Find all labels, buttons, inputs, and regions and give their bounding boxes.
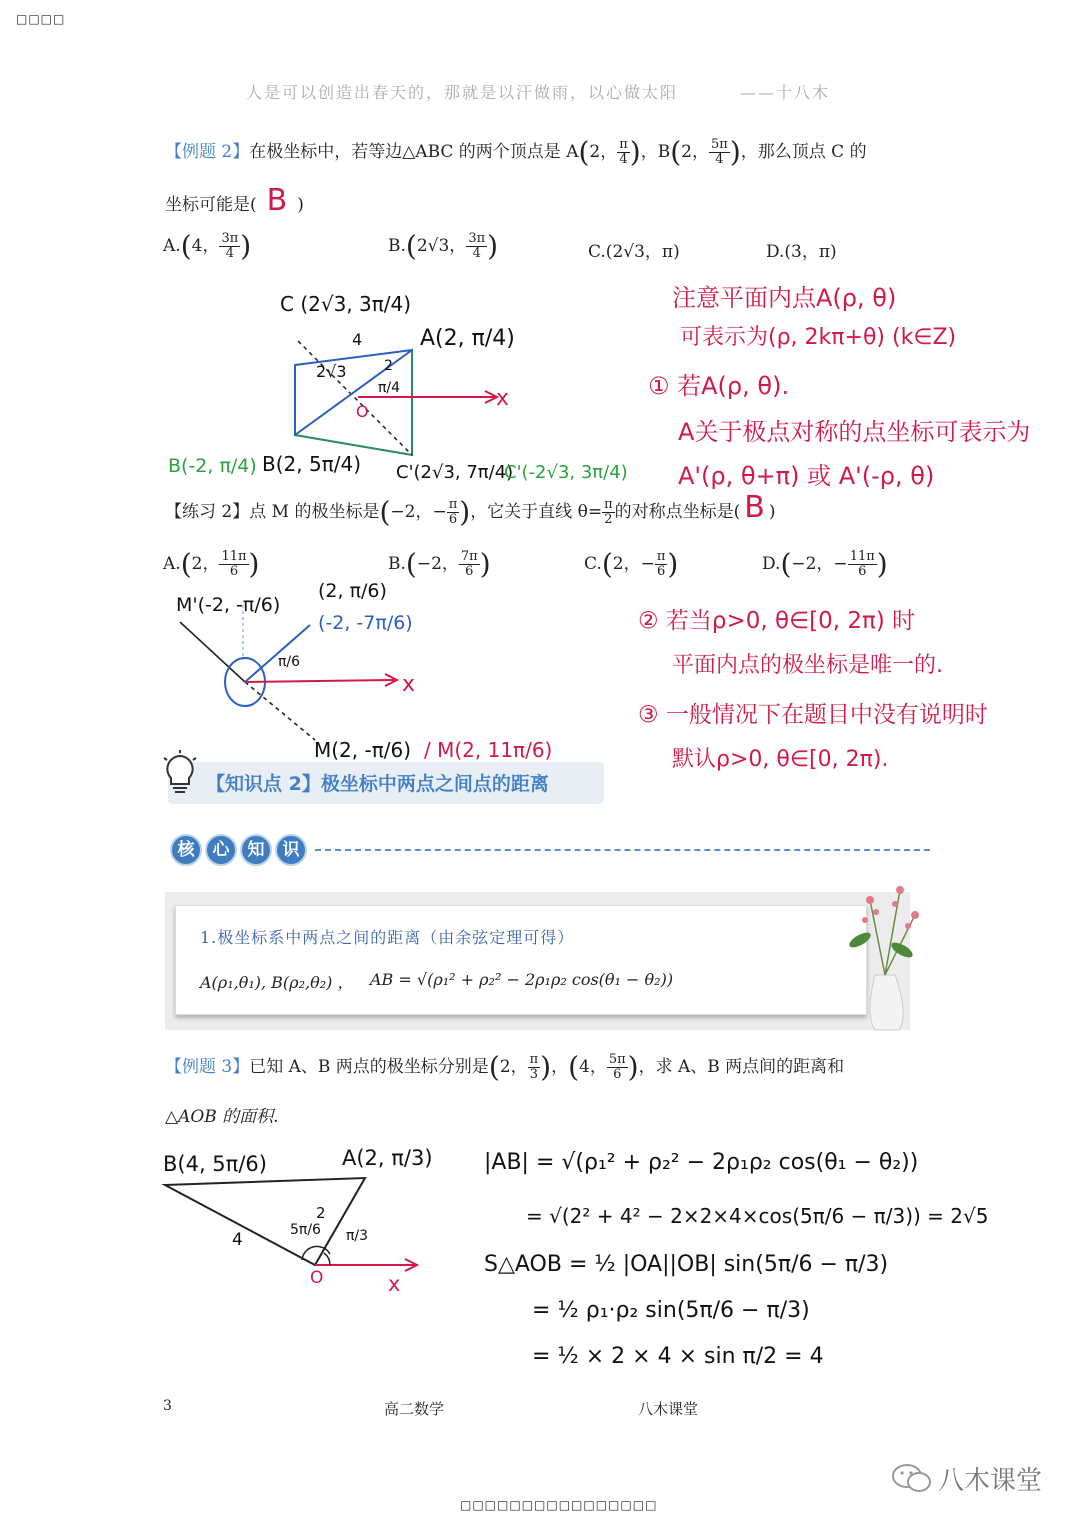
fig2-x-axis-label: x <box>402 672 416 697</box>
fig3-label-a: A(2, π/3) <box>342 1146 433 1170</box>
fig3-angle-2: π/3 <box>346 1228 369 1244</box>
fig1-x-axis-label: x <box>496 386 510 411</box>
footer-brand: 八木课堂 <box>638 1400 699 1418</box>
option-b: B.(2√3， $\frac{3\pi}{4}$ ) <box>388 229 499 263</box>
watermark-text: 八木课堂 <box>938 1466 1043 1496</box>
fig3-label-b: B(4, 5π/6) <box>163 1152 267 1176</box>
fig2-angle: π/6 <box>278 654 301 670</box>
core-badge: 知 <box>240 834 272 866</box>
solution-line1: |AB| = √(ρ₁² + ρ₂² − 2ρ₁ρ₂ cos(θ₁ − θ₂)) <box>484 1150 919 1175</box>
fig3-len-2: 2 <box>316 1204 326 1222</box>
example-3-line2: △AOB 的面积. <box>165 1107 279 1127</box>
page-number: 3 <box>163 1398 172 1414</box>
core-divider <box>315 849 930 851</box>
knowledge-line1: 1.极坐标系中两点之间的距离（由余弦定理可得） <box>200 928 575 947</box>
fig1-origin: O <box>356 402 369 421</box>
fig1-angle: π/4 <box>378 380 401 396</box>
wechat-icon <box>890 1462 934 1494</box>
core-knowledge-badges <box>170 834 310 866</box>
example-2-line2: 坐标可能是( B ) <box>165 183 304 218</box>
knowledge-formula: AB = √(ρ₁² + ρ₂² − 2ρ₁ρ₂ cos(θ₁ − θ₂)) <box>370 970 674 989</box>
practice-option-d: D.(−2，− $\frac{11\pi}{6}$ ) <box>762 547 888 581</box>
fig1-label-a: A(2, π/4) <box>420 326 515 351</box>
note1-line5: A'(ρ, θ+π) 或 A'(-ρ, θ) <box>678 462 935 490</box>
option-c: C.(2√3，π) <box>588 242 680 262</box>
solution-line5: = ½ × 2 × 4 × sin π/2 = 4 <box>532 1344 824 1369</box>
fig1-label-cprime: C'(2√3, 7π/4) <box>396 462 514 483</box>
example-2-stem: 【例题 2】在极坐标中，若等边△ABC 的两个顶点是 A(2， $\frac{\pi}{4}$ )，B(2， $\frac{5\pi}{4}$ )，那么顶点 C 的 <box>165 135 867 169</box>
fig2-label-m-alt: / M(2, 11π/6) <box>424 738 553 762</box>
core-badge: 核 <box>170 834 202 866</box>
solution-line2: = √(2² + 4² − 2×2×4×cos(5π/6 − π/3)) = 2√5 <box>526 1204 989 1228</box>
option-a: A.(4， $\frac{3\pi}{4}$ ) <box>163 229 252 263</box>
note1-line4: A关于极点对称的点坐标可表示为 <box>678 418 1031 446</box>
corner-mark: □□□□ <box>16 12 66 26</box>
example-tag: 【例题 2】 <box>165 142 250 162</box>
note1-line1: 注意平面内点A(ρ, θ) <box>672 284 897 312</box>
fig1-label-b: B(2, 5π/4) <box>262 452 361 476</box>
solution-line4: = ½ ρ₁·ρ₂ sin(5π/6 − π/3) <box>532 1298 810 1323</box>
fig1-label-cprime-green: C'(-2√3, 3π/4) <box>504 462 628 483</box>
fig2-label-mprime: M'(-2, -π/6) <box>176 594 281 616</box>
note1-line3: ① 若A(ρ, θ). <box>648 372 790 400</box>
example-tag: 【例题 3】 <box>165 1057 250 1077</box>
bottom-mark: □□□□□□□□□□□□□□□□ <box>460 1498 658 1512</box>
note2-line1: ② 若当ρ>0, θ∈[0, 2π) 时 <box>638 608 916 634</box>
header-author: ——十八木 <box>740 83 831 102</box>
core-badge: 心 <box>205 834 237 866</box>
fig3-x-axis-label: x <box>388 1272 401 1296</box>
fig2-label-m: M(2, -π/6) <box>314 738 412 762</box>
practice-option-b: B.(−2， $\frac{7\pi}{6}$ ) <box>388 547 491 581</box>
practice-option-c: C.(2，− $\frac{\pi}{6}$ ) <box>584 547 679 581</box>
note2-line4: 默认ρ>0, θ∈[0, 2π). <box>672 747 889 772</box>
fig1-label-c: C (2√3, 3π/4) <box>280 292 412 316</box>
fig1-len-2: 2 <box>384 358 393 374</box>
knowledge-line2a: A(ρ₁,θ₁), B(ρ₂,θ₂) ， <box>200 973 354 992</box>
note2-line3: ③ 一般情况下在题目中没有说明时 <box>638 702 988 728</box>
knowledge-box <box>175 905 867 1015</box>
footer-course: 高二数学 <box>384 1400 445 1418</box>
note1-line2: 可表示为(ρ, 2kπ+θ) (k∈Z) <box>680 325 957 350</box>
flower-vase-image <box>840 880 930 1040</box>
answer-mark: B <box>744 490 765 525</box>
practice-2-stem: 【练习 2】点 M 的极坐标是(−2，− $\frac{\pi}{6}$ )，它关于直线 θ= $\frac{\pi}{2}$ 的对称点坐标是( B ) <box>165 490 776 529</box>
core-badge: 识 <box>275 834 307 866</box>
practice-tag: 【练习 2】 <box>165 502 250 522</box>
fig1-label-b-green: B(-2, π/4) <box>168 455 257 477</box>
solution-line3: S△AOB = ½ |OA||OB| sin(5π/6 − π/3) <box>484 1252 889 1277</box>
knowledge-point-title: 【知识点 2】极坐标中两点之间点的距离 <box>206 773 549 795</box>
fig3-len-4: 4 <box>232 1230 243 1250</box>
example-3-stem: 【例题 3】已知 A、B 两点的极坐标分别是(2， $\frac{\pi}{3}$ )，(4， $\frac{5\pi}{6}$ )，求 A、B 两点间的距离和 <box>165 1050 845 1084</box>
fig2-label-top: (2, π/6) <box>318 580 387 602</box>
fig1-len-2r3: 2√3 <box>316 362 347 381</box>
lightbulb-icon <box>160 750 200 800</box>
header-quote: 人是可以创造出春天的，那就是以汗做雨，以心做太阳 <box>246 83 679 102</box>
option-d: D.(3，π) <box>766 242 837 262</box>
answer-mark: B <box>266 183 288 218</box>
fig2-label-blue: (-2, -7π/6) <box>318 612 413 634</box>
practice-option-a: A.(2， $\frac{11\pi}{6}$ ) <box>163 547 260 581</box>
fig1-len-4: 4 <box>352 330 363 349</box>
note2-line2: 平面内点的极坐标是唯一的. <box>672 653 943 678</box>
fig3-angle-1: 5π/6 <box>290 1222 321 1238</box>
fig3-origin: O <box>310 1268 324 1288</box>
